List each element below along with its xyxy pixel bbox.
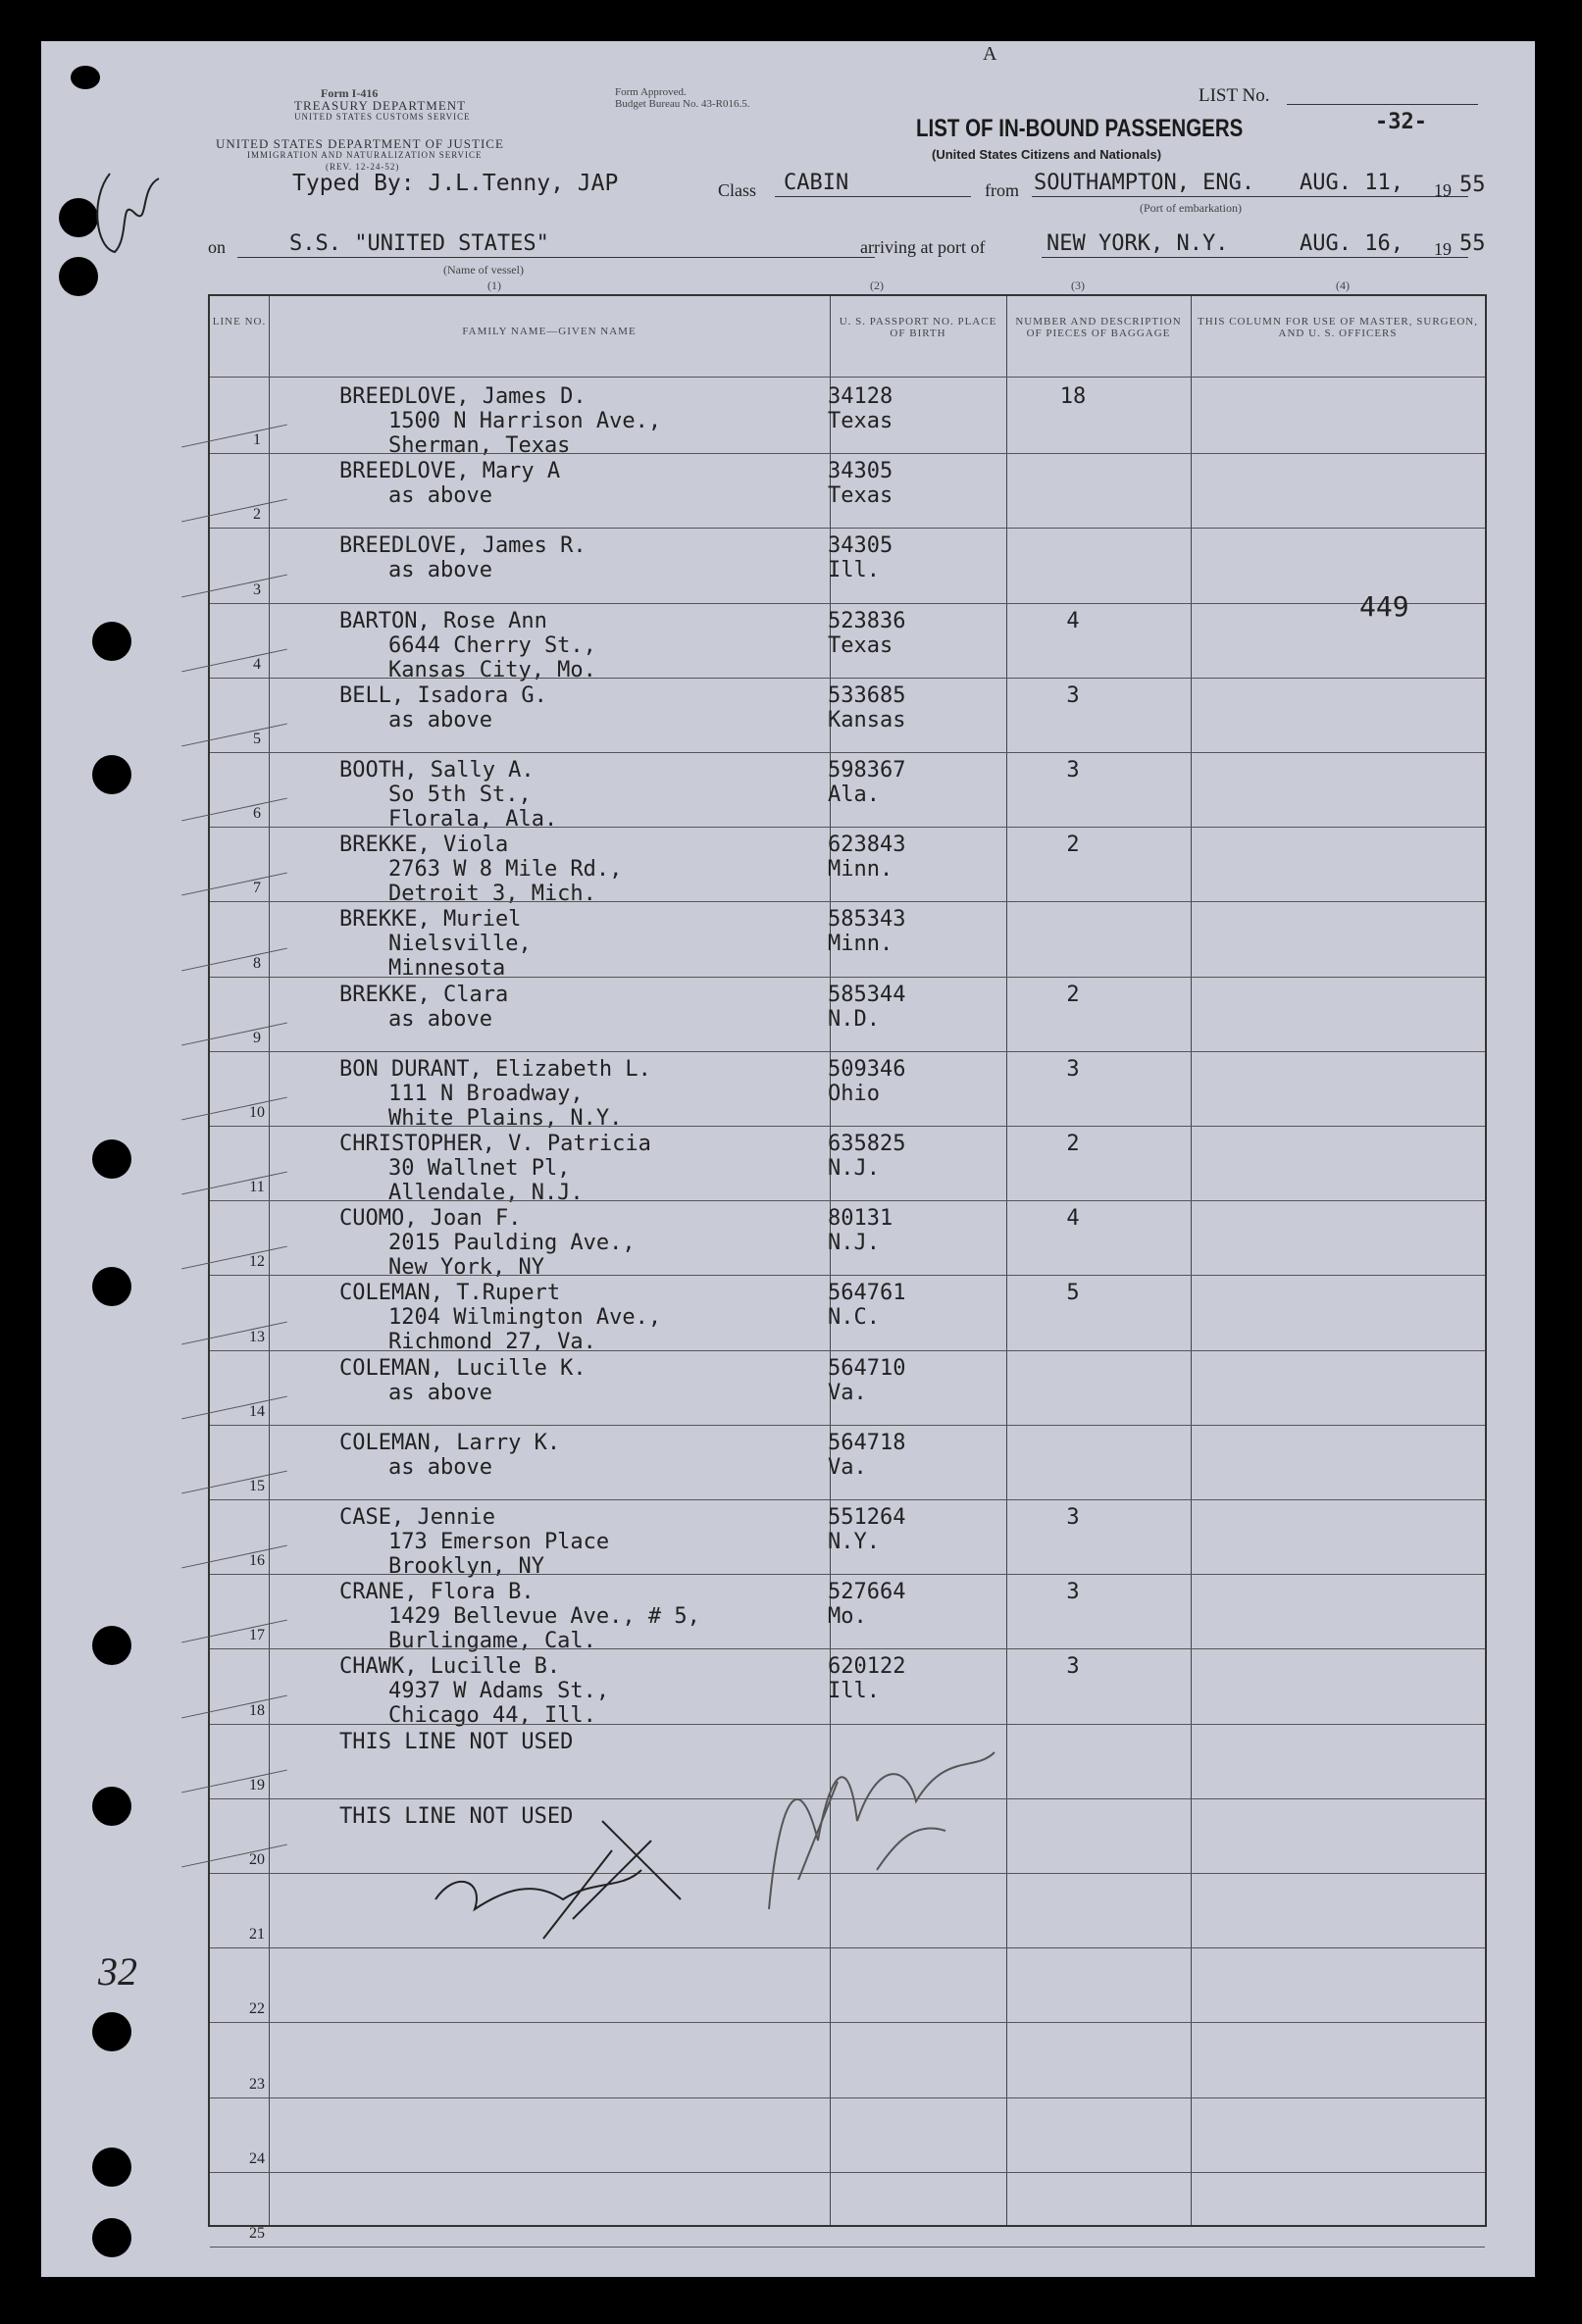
passenger-table	[208, 294, 1487, 2242]
handwritten-scribble	[80, 159, 179, 267]
passenger-name: BON DURANT, Elizabeth L.	[339, 1056, 651, 1082]
passport-cell	[828, 758, 905, 807]
passenger-name: BOOTH, Sally A.	[339, 758, 535, 783]
passport-number: 564718	[828, 1430, 906, 1455]
passport-number: 623843	[828, 833, 906, 858]
passport-number: 564710	[828, 1355, 906, 1381]
place-of-birth: Mo.	[828, 1604, 867, 1630]
col-num-3: (3)	[1071, 278, 1085, 292]
passenger-name: COLEMAN, Lucille K.	[339, 1355, 587, 1381]
place-of-birth: Va.	[828, 1454, 867, 1480]
passenger-name-cell	[339, 1730, 573, 1754]
col-num-4: (4)	[1336, 278, 1350, 292]
baggage-count: 3	[1066, 758, 1080, 783]
line-number: 8	[253, 954, 261, 972]
punch-hole	[92, 1139, 131, 1179]
passenger-name-cell	[339, 1132, 651, 1205]
punch-hole	[92, 1626, 131, 1665]
place-of-birth: Ala.	[828, 783, 880, 807]
table-row	[210, 1126, 1485, 1205]
line-number: 5	[253, 730, 261, 747]
passenger-name-cell	[339, 1431, 560, 1480]
passport-cell	[828, 459, 893, 508]
baggage-count: 3	[1066, 1580, 1080, 1605]
passenger-name-cell	[339, 1057, 651, 1131]
departure-date: AUG. 11,	[1300, 171, 1403, 195]
table-row	[210, 453, 1485, 528]
passenger-address-line: Minnesota	[388, 956, 506, 982]
place-of-birth: Minn.	[828, 932, 893, 957]
passenger-address-line: 111 N Broadway,	[388, 1081, 584, 1106]
arrival-year-prefix: 19	[1434, 239, 1452, 259]
annotation-449: 449	[1359, 590, 1409, 623]
passport-number: 527664	[828, 1580, 906, 1605]
passenger-address-line: as above	[388, 1380, 492, 1405]
baggage-count: 3	[1066, 1505, 1080, 1530]
place-of-birth: N.C.	[828, 1305, 880, 1331]
table-row	[210, 2022, 1485, 2097]
passport-number: 80131	[828, 1206, 893, 1232]
passenger-address-line: 4937 W Adams St.,	[388, 1679, 610, 1704]
passenger-address-line: 1429 Bellevue Ave., # 5,	[388, 1604, 700, 1630]
table-row	[210, 1648, 1485, 1729]
line-number: 3	[253, 581, 261, 598]
passenger-name: BREEDLOVE, James D.	[339, 384, 587, 409]
class-value: CABIN	[784, 171, 849, 195]
line-number: 9	[253, 1029, 261, 1046]
line-number: 23	[249, 2075, 265, 2093]
passport-number: 533685	[828, 682, 906, 708]
passport-cell	[828, 983, 905, 1032]
punch-hole	[92, 1267, 131, 1306]
line-number: 4	[253, 655, 261, 673]
passenger-name-cell	[339, 1654, 609, 1728]
department: TREASURY DEPARTMENT	[294, 98, 467, 113]
passenger-name-cell	[339, 1580, 700, 1653]
baggage-count: 3	[1066, 682, 1080, 708]
passenger-name: CHAWK, Lucille B.	[339, 1654, 561, 1680]
passport-cell	[828, 1356, 905, 1405]
passenger-name-cell	[339, 459, 560, 508]
line-number: 12	[249, 1253, 265, 1271]
line-number: 1	[253, 431, 261, 449]
from-label: from	[985, 180, 1019, 200]
budget-bureau: Budget Bureau No. 43-R016.5.	[615, 98, 750, 110]
passport-number: 585343	[828, 907, 906, 933]
passenger-address-line: 2763 W 8 Mile Rd.,	[388, 857, 623, 883]
list-number: -32-	[1375, 110, 1427, 134]
passenger-name-cell	[339, 533, 587, 582]
baggage-count: 2	[1066, 833, 1080, 858]
line-number: 20	[249, 1850, 265, 1868]
passport-cell	[828, 833, 905, 882]
line-number: 14	[249, 1402, 265, 1420]
on-label: on	[208, 237, 226, 257]
punch-hole	[92, 2218, 131, 2257]
service-2: IMMIGRATION AND NATURALIZATION SERVICE	[247, 150, 483, 160]
manifest-sheet	[41, 41, 1535, 2277]
passport-cell	[828, 1206, 893, 1255]
passenger-name-cell	[339, 907, 532, 981]
form-number: Form I-416	[321, 86, 379, 100]
arrival-year: 55	[1459, 231, 1486, 256]
passport-number: 585344	[828, 982, 906, 1007]
passenger-name-cell	[339, 609, 596, 682]
table-row	[210, 1425, 1485, 1499]
passenger-name-cell	[339, 1281, 661, 1354]
passenger-name: BELL, Isadora G.	[339, 682, 547, 708]
passenger-name-cell	[339, 758, 557, 832]
line-number: 11	[249, 1179, 265, 1196]
passport-cell	[828, 1132, 905, 1181]
table-row	[210, 528, 1485, 602]
service: UNITED STATES CUSTOMS SERVICE	[294, 112, 471, 122]
passenger-name-cell	[339, 1206, 636, 1280]
arriving-label: arriving at port of	[860, 237, 986, 257]
vessel-caption: (Name of vessel)	[443, 263, 524, 277]
revision: (REV. 12-24-52)	[326, 162, 400, 172]
department-2: UNITED STATES DEPARTMENT OF JUSTICE	[216, 136, 504, 151]
baggage-count: 4	[1066, 608, 1080, 633]
line-number: 24	[249, 2149, 265, 2167]
baggage-count: 2	[1066, 1132, 1080, 1156]
passenger-name: COLEMAN, T.Rupert	[339, 1281, 561, 1306]
passenger-name: BREEDLOVE, James R.	[339, 533, 587, 559]
passport-number: 598367	[828, 758, 906, 783]
list-no-label: LIST No.	[1199, 85, 1270, 106]
passenger-address-line: New York, NY	[388, 1255, 544, 1281]
place-of-birth: Ohio	[828, 1081, 880, 1106]
typed-by: Typed By: J.L.Tenny, JAP	[292, 171, 619, 196]
passenger-address-line: 2015 Paulding Ave.,	[388, 1231, 636, 1256]
table-row	[210, 379, 1485, 458]
passport-number: 34305	[828, 459, 893, 484]
passenger-address-line: 1204 Wilmington Ave.,	[388, 1305, 662, 1331]
passenger-address-line: as above	[388, 1006, 492, 1032]
passenger-address-line: So 5th St.,	[388, 783, 532, 807]
passenger-name-cell	[339, 833, 622, 906]
passenger-name-cell	[339, 983, 508, 1032]
table-row	[210, 1947, 1485, 2022]
baggage-count: 18	[1059, 384, 1087, 409]
passport-cell	[828, 1431, 905, 1480]
passport-cell	[828, 683, 905, 733]
place-of-birth: Texas	[828, 632, 893, 658]
passenger-name: COLEMAN, Larry K.	[339, 1430, 561, 1455]
punch-hole	[92, 2012, 131, 2051]
table-row	[210, 2172, 1485, 2247]
baggage-count: 5	[1066, 1281, 1080, 1306]
passport-number: 34128	[828, 384, 893, 409]
table-row	[210, 752, 1485, 832]
passenger-address-line: Burlingame, Cal.	[388, 1629, 596, 1654]
table-row	[210, 827, 1485, 907]
col-header-officers: THIS COLUMN FOR USE OF MASTER, SURGEON, AND U. S. OFFICERS	[1198, 316, 1478, 339]
document-title: LIST OF IN-BOUND PASSENGERS	[916, 115, 1244, 142]
passenger-address-line: Allendale, N.J.	[388, 1181, 584, 1205]
line-number: 19	[249, 1776, 265, 1794]
table-row	[210, 1200, 1485, 1281]
passenger-address-line: Richmond 27, Va.	[388, 1330, 596, 1355]
baggage-count: 2	[1066, 982, 1080, 1007]
passenger-name: CRANE, Flora B.	[339, 1580, 535, 1605]
place-of-birth: N.J.	[828, 1156, 880, 1181]
table-row	[210, 603, 1485, 682]
baggage-count: 4	[1066, 1206, 1080, 1232]
departure-year-prefix: 19	[1434, 180, 1452, 200]
place-of-birth: Ill.	[828, 1679, 880, 1704]
passenger-name-cell	[339, 1505, 609, 1579]
col-header-name: FAMILY NAME—GIVEN NAME	[462, 326, 637, 337]
passport-number: 635825	[828, 1132, 906, 1156]
passenger-address-line: Chicago 44, Ill.	[388, 1703, 596, 1729]
form-approved: Form Approved.	[615, 86, 687, 98]
baggage-count: 3	[1066, 1056, 1080, 1082]
passenger-address-line: Brooklyn, NY	[388, 1554, 544, 1579]
baggage-count: 3	[1066, 1654, 1080, 1680]
table-row	[210, 1574, 1485, 1654]
mark-a: A	[983, 43, 997, 65]
col-num-1: (1)	[487, 278, 501, 292]
port-embarkation-caption: (Port of embarkation)	[1140, 201, 1242, 215]
place-of-birth: Texas	[828, 409, 893, 433]
passenger-address-line: Florala, Ala.	[388, 807, 558, 832]
place-of-birth: Texas	[828, 483, 893, 509]
line-number: 6	[253, 805, 261, 823]
passport-number: 564761	[828, 1281, 906, 1306]
place-of-birth: Va.	[828, 1380, 867, 1405]
passenger-name-cell	[339, 683, 547, 733]
line-number: 22	[249, 2000, 265, 2018]
line-number: 21	[249, 1926, 265, 1944]
passenger-name: BREKKE, Clara	[339, 982, 509, 1007]
passport-number: 551264	[828, 1505, 906, 1530]
line-number: 17	[249, 1627, 265, 1644]
passenger-name-cell	[339, 384, 661, 458]
passport-cell	[828, 1580, 905, 1629]
passenger-address-line: 30 Wallnet Pl,	[388, 1156, 571, 1181]
port-of-arrival: NEW YORK, N.Y.	[1046, 231, 1229, 256]
place-of-birth: N.D.	[828, 1006, 880, 1032]
passenger-address-line: Kansas City, Mo.	[388, 657, 596, 682]
passenger-address-line: 1500 N Harrison Ave.,	[388, 409, 662, 433]
signature-cross-mark	[426, 1811, 700, 1948]
place-of-birth: N.J.	[828, 1231, 880, 1256]
passport-cell	[828, 533, 893, 582]
passport-cell	[828, 384, 893, 433]
place-of-birth: Ill.	[828, 558, 880, 583]
passenger-name: CHRISTOPHER, V. Patricia	[339, 1132, 651, 1156]
table-row	[210, 901, 1485, 982]
passport-cell	[828, 1654, 905, 1703]
passenger-name: BREEDLOVE, Mary A	[339, 459, 561, 484]
place-of-birth: N.Y.	[828, 1530, 880, 1554]
place-of-birth: Minn.	[828, 857, 893, 883]
passenger-address-line: 6644 Cherry St.,	[388, 632, 596, 658]
passenger-address-line: as above	[388, 707, 492, 733]
punch-hole	[92, 2147, 131, 2187]
passenger-address-line: 173 Emerson Place	[388, 1530, 610, 1554]
line-number: 25	[249, 2224, 265, 2242]
passport-number: 34305	[828, 533, 893, 559]
line-number: 16	[249, 1552, 265, 1570]
passport-cell	[828, 1057, 905, 1106]
table-row	[210, 977, 1485, 1051]
passenger-name: THIS LINE NOT USED	[339, 1729, 574, 1754]
document-subtitle: (United States Citizens and Nationals)	[932, 147, 1162, 162]
passport-cell	[828, 609, 905, 658]
punch-hole	[71, 66, 100, 89]
class-label: Class	[718, 180, 757, 200]
passenger-name: BREKKE, Viola	[339, 833, 509, 858]
col-num-2: (2)	[870, 278, 884, 292]
passenger-address-line: Sherman, Texas	[388, 433, 571, 458]
passenger-name: CASE, Jennie	[339, 1505, 495, 1530]
col-header-line: LINE NO.	[212, 316, 267, 328]
punch-hole	[92, 622, 131, 661]
handwritten-page-number: 32	[98, 1949, 137, 1994]
passenger-address-line: as above	[388, 1454, 492, 1480]
passenger-address-line: White Plains, N.Y.	[388, 1105, 623, 1131]
table-row	[210, 1499, 1485, 1579]
passport-cell	[828, 1505, 905, 1554]
official-signature	[759, 1723, 1093, 1919]
table-row	[210, 2097, 1485, 2172]
vessel-name: S.S. "UNITED STATES"	[289, 231, 549, 256]
line-number: 2	[253, 506, 261, 524]
passenger-name: THIS LINE NOT USED	[339, 1803, 574, 1829]
arrival-date: AUG. 16,	[1300, 231, 1403, 256]
line-number: 15	[249, 1477, 265, 1494]
table-row	[210, 1275, 1485, 1355]
line-number: 18	[249, 1701, 265, 1719]
port-of-embarkation: SOUTHAMPTON, ENG.	[1034, 171, 1255, 195]
passport-cell	[828, 1281, 905, 1330]
passport-number: 620122	[828, 1654, 906, 1680]
table-row	[210, 1051, 1485, 1131]
col-header-baggage: NUMBER AND DESCRIPTION OF PIECES OF BAGGAGE	[1015, 316, 1182, 339]
passenger-address-line: as above	[388, 558, 492, 583]
line-number: 13	[249, 1328, 265, 1345]
passenger-address-line: as above	[388, 483, 492, 509]
passenger-address-line: Nielsville,	[388, 932, 532, 957]
table-row	[210, 1350, 1485, 1425]
place-of-birth: Kansas	[828, 707, 906, 733]
line-number: 10	[249, 1103, 265, 1121]
passport-cell	[828, 907, 905, 956]
punch-hole	[92, 1787, 131, 1826]
passport-number: 523836	[828, 608, 906, 633]
passenger-address-line: Detroit 3, Mich.	[388, 882, 596, 907]
passenger-name: CUOMO, Joan F.	[339, 1206, 522, 1232]
table-row	[210, 678, 1485, 752]
departure-year: 55	[1459, 173, 1486, 197]
punch-hole	[92, 755, 131, 794]
passenger-name-cell	[339, 1356, 587, 1405]
col-header-passport: U. S. PASSPORT NO. PLACE OF BIRTH	[839, 316, 997, 339]
line-number: 7	[253, 880, 261, 897]
passenger-name: BREKKE, Muriel	[339, 907, 522, 933]
passport-number: 509346	[828, 1056, 906, 1082]
passenger-name: BARTON, Rose Ann	[339, 608, 547, 633]
